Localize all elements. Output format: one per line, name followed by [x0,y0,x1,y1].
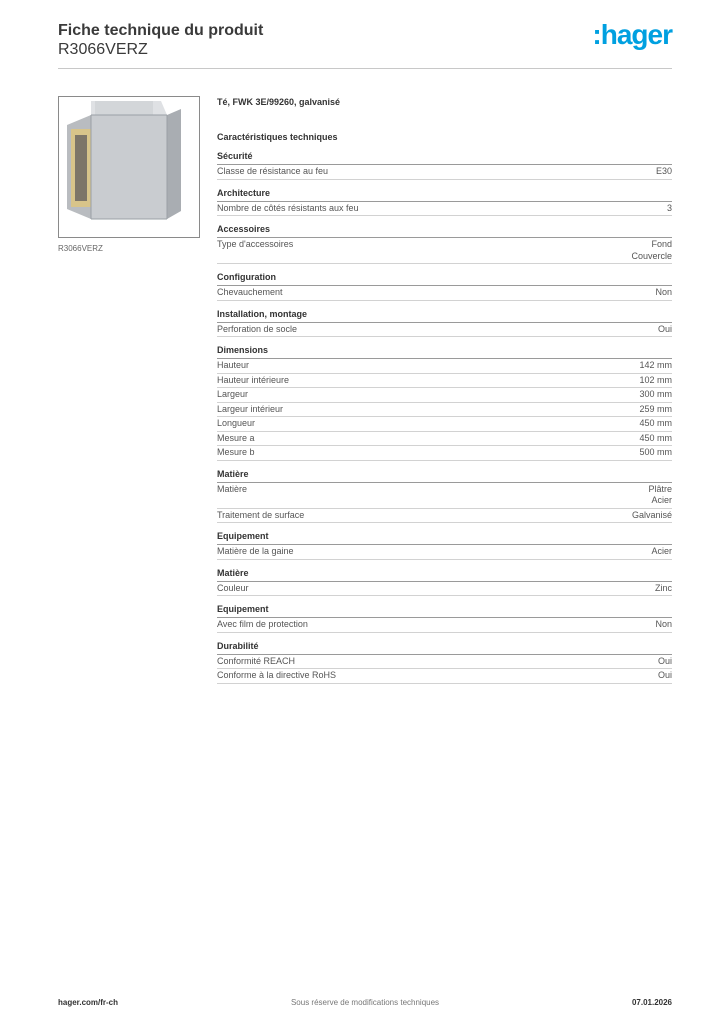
spec-row [217,483,672,509]
spec-value [656,166,672,178]
spec-value [639,447,672,459]
spec-value [655,583,672,595]
spec-value [639,360,672,372]
section-title: Architecture [217,188,672,202]
spec-value-line: 142 mm [639,360,672,370]
spec-section [217,188,672,217]
section-title: Accessoires [217,224,672,238]
spec-row [217,545,672,560]
spec-label: Longueur [217,418,256,428]
section-title: Matière [217,568,672,582]
spec-value-line: 3 [666,202,672,213]
section-title: Dimensions [217,345,672,359]
spec-value-line: 259 mm [639,403,672,414]
product-reference: R3066VERZ [58,41,148,58]
spec-row [217,374,672,389]
spec-row [217,286,672,301]
spec-label: Hauteur intérieure [217,374,290,385]
spec-row [217,669,672,684]
page-title: Fiche technique du produit [58,22,264,39]
spec-section [217,224,672,264]
spec-section [217,309,672,338]
spec-row [217,238,672,264]
spec-value-line: 102 mm [639,374,672,385]
section-title: Sécurité [217,151,672,165]
spec-value-line: Plâtre [648,483,672,494]
product-image [58,96,200,238]
spec-label: Perforation de socle [217,323,298,334]
spec-value-line: 500 mm [639,447,672,457]
section-title: Equipement [217,531,672,545]
spec-value-line: Non [655,619,672,629]
spec-value-line: Galvanisé [631,509,672,520]
spec-section [217,568,672,597]
section-title: Configuration [217,272,672,286]
spec-label: Conforme à la directive RoHS [217,670,337,680]
footer-website: hager.com/fr-ch [58,998,119,1007]
spec-label: Avec film de protection [217,619,308,629]
spec-row [217,618,672,633]
spec-row [217,359,672,374]
spec-label: Largeur intérieur [217,403,284,414]
spec-value-line: 300 mm [639,389,672,399]
spec-label: Matière [217,483,248,494]
spec-label: Mesure b [217,447,255,457]
spec-value [639,404,672,416]
spec-section [217,604,672,633]
spec-label: Type d'accessoires [217,239,294,249]
spec-row [217,323,672,338]
spec-value [632,510,672,522]
spec-value-line: Acier [651,495,672,505]
spec-label: Chevauchement [217,287,283,297]
spec-label: Couleur [217,582,249,593]
spec-value-line: Non [655,287,672,297]
image-caption: R3066VERZ [58,244,103,253]
spec-section [217,469,672,524]
spec-row [217,655,672,670]
section-title: Durabilité [217,641,672,655]
spec-value-line: Oui [657,655,672,666]
spec-section [217,345,672,461]
header-divider [58,68,672,69]
spec-section [217,272,672,301]
spec-value [658,324,672,336]
spec-row [217,403,672,418]
spec-value-line: Oui [657,323,672,334]
spec-label: Matière de la gaine [217,546,294,556]
page-header [58,21,672,59]
spec-row [217,432,672,447]
spec-value [639,375,672,387]
spec-value [667,203,672,215]
spec-row [217,165,672,180]
spec-label: Conformité REACH [217,655,296,666]
spec-section [217,531,672,560]
spec-row [217,509,672,524]
spec-value [655,287,672,299]
product-description: Té, FWK 3E/99260, galvanisé [217,97,341,107]
spec-label: Nombre de côtés résistants aux feu [217,202,359,213]
spec-value [655,619,672,631]
spec-row [217,446,672,461]
spec-value [639,433,672,445]
spec-heading: Caractéristiques techniques [217,132,338,142]
spec-label: Mesure a [217,432,255,443]
spec-content [217,96,672,684]
spec-value-line: Fond [651,239,672,249]
spec-label: Hauteur [217,360,250,370]
spec-label: Traitement de surface [217,509,305,520]
spec-value [631,239,672,262]
spec-value-line: E30 [655,166,672,176]
fire-duct-tee-illustration [59,97,199,237]
section-title: Equipement [217,604,672,618]
spec-value [658,656,672,668]
spec-value-line: 450 mm [639,432,672,443]
spec-label: Largeur [217,389,249,399]
spec-value [658,670,672,682]
spec-value-line: 450 mm [639,418,672,428]
spec-row [217,388,672,403]
spec-label: Classe de résistance au feu [217,166,329,176]
spec-section [217,641,672,684]
section-title: Installation, montage [217,309,672,323]
spec-section [217,151,672,180]
spec-value [639,389,672,401]
spec-row [217,582,672,597]
section-title: Matière [217,469,672,483]
footer-date: 07.01.2026 [631,998,672,1007]
spec-row [217,202,672,217]
spec-value [639,418,672,430]
spec-value-line: Oui [657,670,672,680]
spec-sections [217,151,672,684]
spec-value-line: Acier [651,546,672,556]
spec-value [651,546,672,558]
footer-notice: Sous réserve de modifications techniques [290,998,440,1007]
spec-value [648,484,672,507]
hager-logo: :hager [592,19,672,50]
spec-value-line: Couvercle [631,250,672,261]
spec-value-line: Zinc [654,582,672,593]
spec-row [217,417,672,432]
